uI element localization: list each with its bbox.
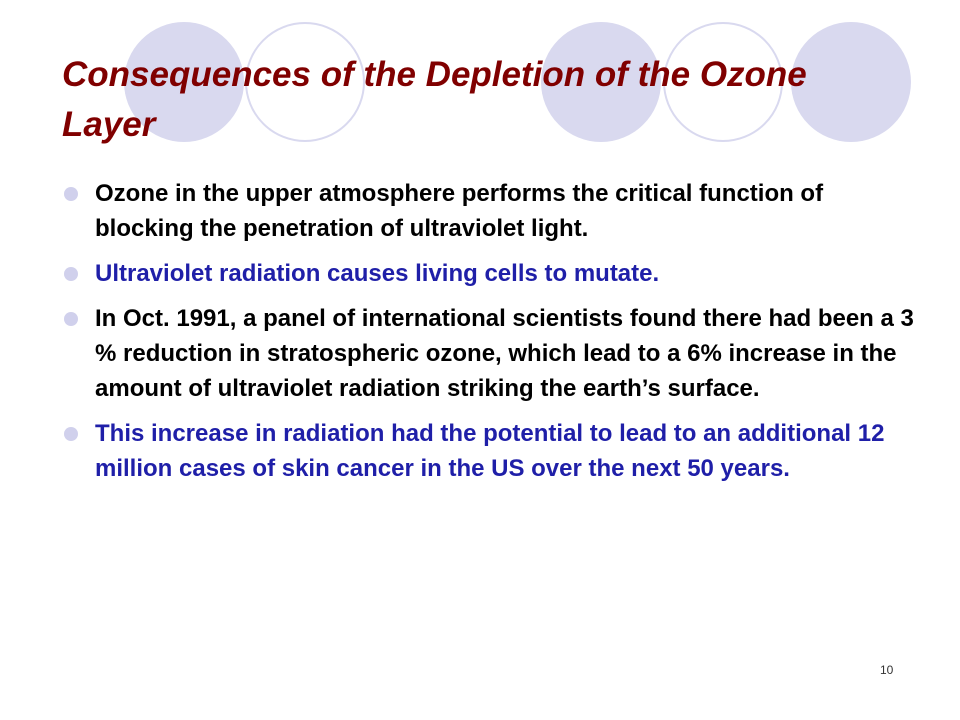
bullet-item	[64, 301, 914, 406]
bullet-item	[64, 416, 914, 486]
bullet-dot-icon	[64, 187, 78, 201]
bullet-text: In Oct. 1991, a panel of international scientists found there had been a 3 % reduction in stratospheric ozone, which lead to a 6% increase in the amount of ultraviolet radiation striking the earth’s surface.	[95, 305, 914, 402]
bullet-text: Ozone in the upper atmosphere performs the critical function of blocking the penetration of ultraviolet light.	[95, 180, 824, 242]
page-number: 10	[880, 663, 894, 677]
bullet-text: This increase in radiation had the potential to lead to an additional 12 million cases of skin cancer in the US over the next 50 years.	[95, 420, 885, 482]
bullet-dot-icon	[64, 427, 78, 441]
slide-title: Consequences of the Depletion of the Ozone Layer	[62, 55, 807, 144]
bullet-item	[64, 256, 914, 291]
bullet-dot-icon	[64, 312, 78, 326]
bullet-text: Ultraviolet radiation causes living cells to mutate.	[95, 260, 660, 287]
bullet-list	[64, 176, 914, 496]
bullet-dot-icon	[64, 267, 78, 281]
bullet-item	[64, 176, 914, 246]
